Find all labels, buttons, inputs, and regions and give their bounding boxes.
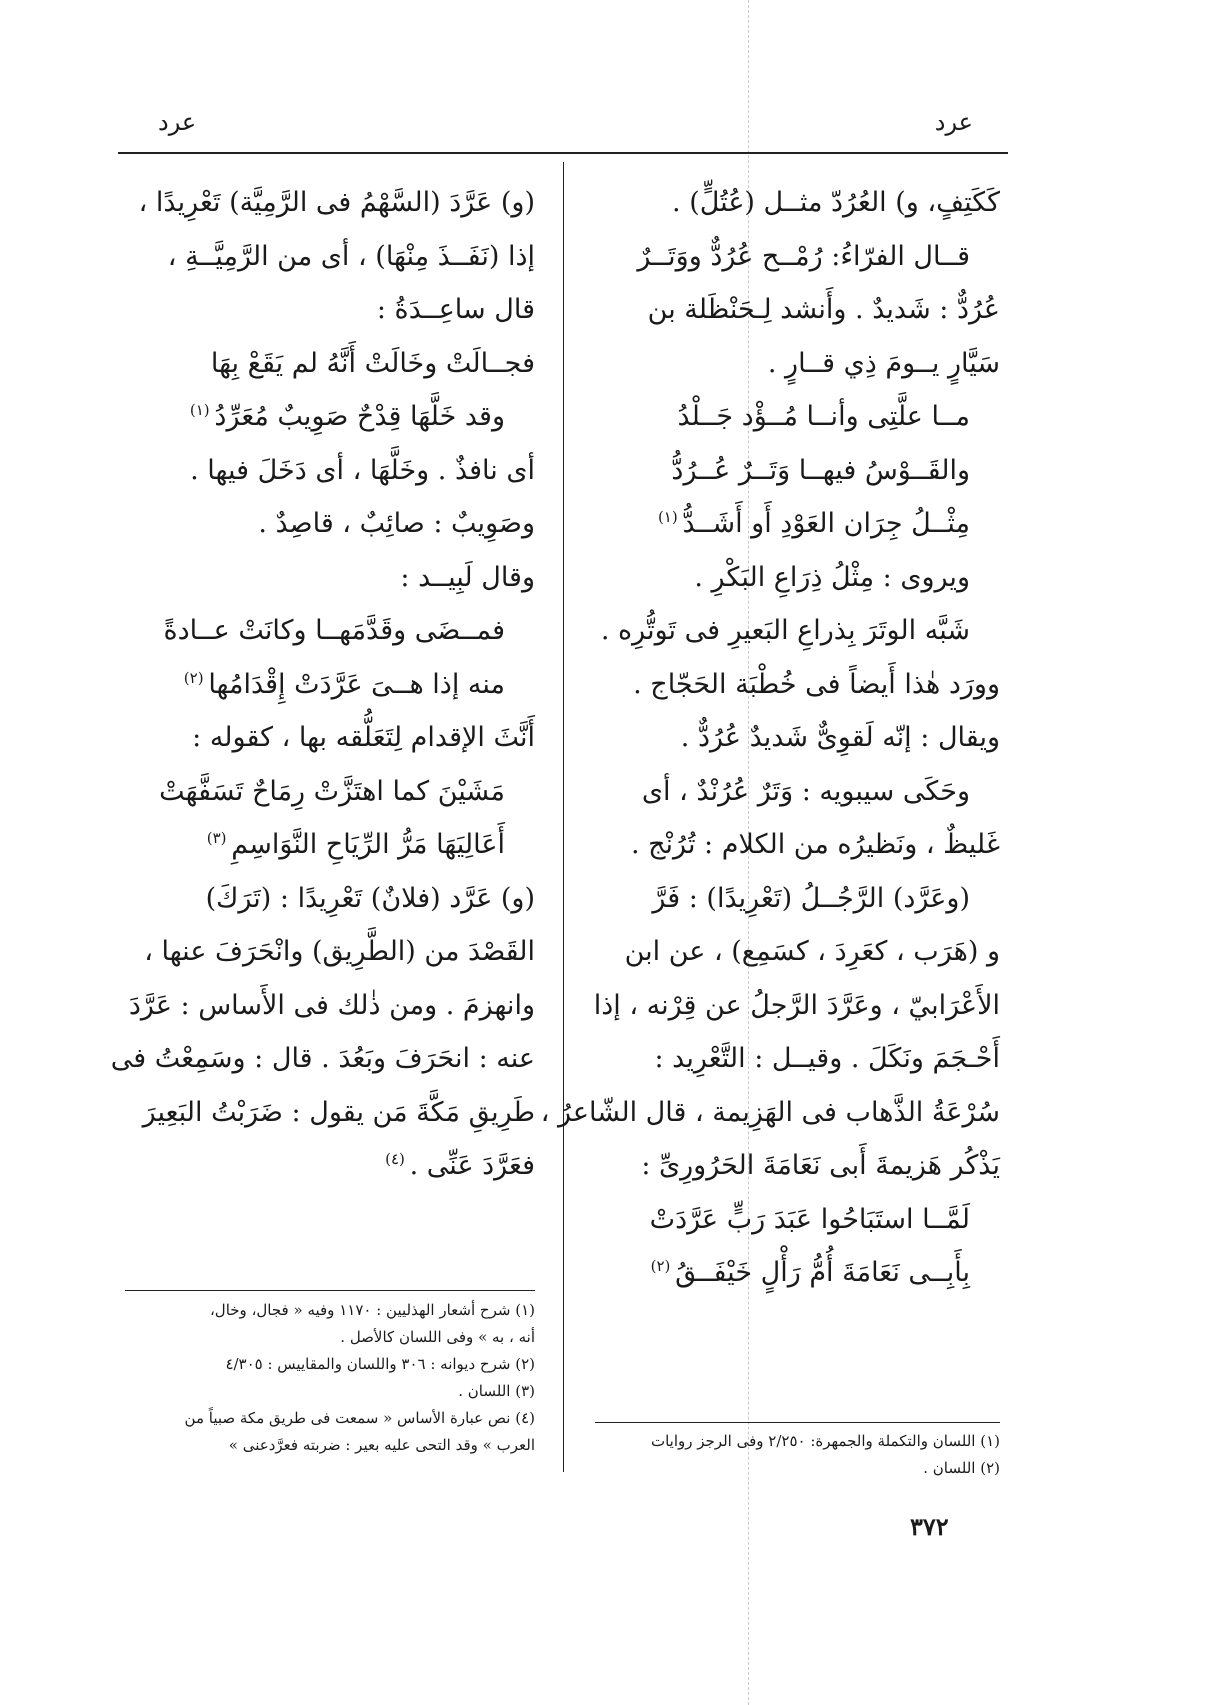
line-text: وحَكَى سيبويه : وَتَرٌ عُرُنْدٌ ، أى [641, 775, 970, 807]
column-divider [563, 162, 564, 1472]
text-line [595, 230, 1000, 284]
line-text: سَيَّارٍ يــومَ ذِي قــارٍ . [767, 347, 1000, 379]
text-line [125, 1086, 535, 1140]
line-text: (و) عَرَّدَ (السَّهْمُ فى الرَّمِيَّة) تَعْرِيدًا ، [138, 187, 535, 218]
footnote-mark: (٢) [183, 668, 209, 687]
line-text: عنه : انحَرَفَ وبَعُدَ . قال : وسَمِعْتُ فى [110, 1043, 535, 1074]
text-line [595, 283, 1000, 337]
line-text: قــال الفرّاءُ: رُمْــح عُرُدٌّ ووَتَــرٌ [637, 240, 970, 272]
text-line [125, 765, 535, 819]
text-line [125, 390, 535, 444]
text-line [595, 818, 1000, 872]
line-text: أَعَالِيَهَا مَرُّ الرِّيَاحِ النَّوَاسِمِ [231, 829, 505, 860]
text-line [595, 1246, 1000, 1300]
text-line [125, 1139, 535, 1193]
line-text: أَنَّثَ الإقدام لِتَعَلُّقه بها ، كقوله : [192, 722, 535, 753]
line-text: ويروى : مِثْلُ ذِرَاعِ البَكْرِ . [694, 561, 970, 593]
text-line [595, 604, 1000, 658]
running-header-right: عرد [934, 108, 973, 136]
running-header-left: عرد [158, 108, 197, 136]
footnote-item: (٣) اللسان . [458, 1382, 535, 1400]
line-text: فمــضَى وقَدَّمَهــا وكانَتْ عــادةً [163, 615, 505, 646]
text-line [595, 1139, 1000, 1193]
line-text: أَحْـجَمَ ونَكَلَ . وقيــل : التَّعْرِيد : [654, 1043, 1000, 1074]
text-line [595, 444, 1000, 498]
line-text: وورَد هٰذا أَيضاً فى خُطْبَة الحَجّاج . [633, 668, 1000, 700]
text-line [595, 979, 1000, 1033]
right-column [540, 176, 1000, 1300]
text-line [125, 283, 535, 337]
text-line [595, 337, 1000, 391]
header-rule [118, 152, 1008, 154]
text-line [125, 337, 535, 391]
text-line [595, 176, 1000, 230]
text-line [125, 925, 535, 979]
footnote-mark: (١) [657, 508, 683, 526]
line-text: فجــالَتْ وخَالَتْ أَنَّهُ لم يَقَعْ بِهَا [210, 347, 535, 379]
left-column [110, 176, 535, 1193]
line-text: بِأَبِــى نَعَامَةَ أُمُّ رَأْلٍ خَيْفَــقُ [675, 1257, 970, 1288]
line-text: فعَرَّدَ عَنِّى . [409, 1150, 535, 1181]
line-text: لَمَّــا استَبَاحُوا عَبَدَ رَبٍّ عَرَّدَتْ [649, 1203, 970, 1235]
line-text: القَصْدَ من (الطَّرِيق) وانْحَرَفَ عنها ، [144, 936, 535, 967]
footnote-item: (٤) نص عبارة الأساس « سمعت فى طريق مكة صبياً من [184, 1409, 535, 1427]
line-text: شَبَّه الوتَرَ بِذراعِ البَعيرِ فى تَوتُّرِه . [600, 615, 970, 646]
line-text: (و) عَرَّد (فلانٌ) تَعْرِيدًا : (تَرَكَ) [205, 882, 535, 914]
footnote-item: (١) شرح أشعار الهذليين : ١١٧٠ وفيه « فجال، وخال، [209, 1301, 535, 1319]
line-text: سُرْعَةُ الذَّهاب فى الهَزِيمة ، قال الشّاعرُ ، [540, 1096, 1000, 1128]
footnote-rule-right [595, 1422, 1000, 1423]
footnote-item: أنه ، به » وفى اللسان كالأصل . [340, 1328, 535, 1346]
line-text: عُرُدٌّ : شَديدٌ . وأَنشد لِـحَنْظَلة بن [647, 294, 1000, 325]
footnote-mark: (٣) [206, 829, 232, 847]
footnote-rule-left [125, 1290, 535, 1291]
line-text: والقَــوْسُ فيهــا وَتَــرٌ عُــرُدُّ [671, 454, 970, 486]
text-line [125, 979, 535, 1033]
text-line [125, 872, 535, 926]
footnote-item: (١) اللسان والتكملة والجمهرة: ٢/٢٥٠ وفى الرجز روايات [650, 1432, 1000, 1450]
text-line [595, 497, 1000, 551]
text-line [595, 765, 1000, 819]
footnotes-right [595, 1428, 1000, 1482]
line-text: مــا علَّتِى وأنــا مُــؤْد جَــلْدُ [677, 401, 970, 432]
line-text: يَذْكُر هَزيمةَ أَبى نَعَامَةَ الحَرُورِىِّ : [641, 1150, 1000, 1181]
line-text: الأَعْرَابيّ ، وعَرَّدَ الرَّجلُ عن قِرْنه ، إذا [593, 989, 1000, 1021]
footnote-mark: (١) [189, 401, 215, 419]
text-line [125, 551, 535, 605]
text-line [125, 176, 535, 230]
text-line [595, 925, 1000, 979]
text-line [595, 872, 1000, 926]
text-line [595, 1032, 1000, 1086]
footnote-mark: (٢) [650, 1257, 676, 1275]
line-text: ويقال : إنّه لَقوِىٌّ شَديدٌ عُرُدٌّ . [680, 722, 1000, 753]
text-line [125, 658, 535, 712]
line-text: وقال لَبِيــد : [400, 561, 535, 593]
footnotes-left [125, 1297, 535, 1459]
text-line [125, 444, 535, 498]
line-text: غَليظٌ ، ونَظيرُه من الكلام : تُرُنْج . [630, 829, 1000, 860]
line-text: قال ساعِــدَةُ : [376, 294, 535, 325]
footnote-item: (٢) اللسان . [923, 1459, 1000, 1477]
line-text: طَرِيقِ مَكَّةَ مَن يقول : ضَرَبْتُ البَعِيرَ [142, 1096, 535, 1128]
line-text: أى نافذٌ . وخَلَّهَا ، أى دَخَلَ فيها . [190, 454, 535, 486]
line-text: وانهزمَ . ومن ذٰلك فى الأَساس : عَرَّدَ [128, 989, 535, 1021]
line-text: منه إذا هــىَ عَرَّدَتْ إِقْدَامُها [208, 668, 505, 700]
text-line [595, 711, 1000, 765]
footnote-item: العرب » وقد التحى عليه بعير : ضربته فعرَّدعنى » [228, 1436, 535, 1454]
text-line [125, 711, 535, 765]
text-line [540, 1086, 1000, 1140]
text-line [125, 818, 535, 872]
text-line [595, 390, 1000, 444]
line-text: (وعَرَّد) الرَّجُــلُ (تَعْرِيدًا) : فَرَّ [652, 882, 970, 914]
line-text: كَكَتِفٍ، و) العُرُدّ مثــل (عُتُلٍّ) . [672, 187, 1000, 218]
text-line [595, 1193, 1000, 1247]
footnote-mark: (٤) [385, 1150, 410, 1168]
line-text: إذا (نَفَــذَ مِنْهَا) ، أى من الرَّمِيَّــةِ ، [167, 240, 535, 272]
text-line [595, 551, 1000, 605]
line-text: وصَوِيبٌ : صائِبٌ ، قاصِدٌ . [258, 508, 535, 539]
line-text: و (هَرَب ، كعَرِدَ ، كسَمِع) ، عن ابن [624, 936, 1000, 967]
line-text: مِثْــلُ جِرَان العَوْدِ أَو أَشَــدُّ [682, 508, 970, 539]
text-line [125, 230, 535, 284]
text-line [110, 1032, 535, 1086]
text-line [125, 604, 535, 658]
line-text: وقد خَلَّهَا قِدْحٌ صَوِيبٌ مُعَرِّدُ [214, 401, 505, 432]
text-line [595, 658, 1000, 712]
line-text: مَشَيْنَ كما اهتَزَّتْ رِمَاحٌ تَسَفَّهَتْ [159, 775, 505, 807]
footnote-item: (٢) شرح ديوانه : ٣٠٦ واللسان والمقاييس : ٤/٣٠٥ [225, 1355, 535, 1373]
page-number: ٣٧٢ [910, 1512, 949, 1541]
text-line [125, 497, 535, 551]
